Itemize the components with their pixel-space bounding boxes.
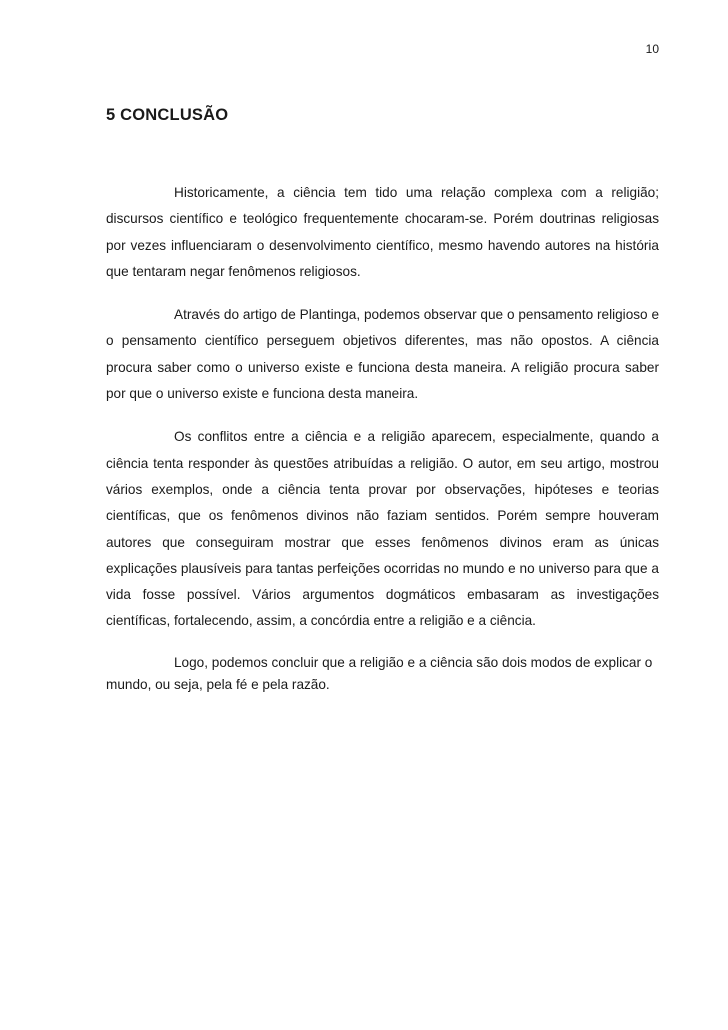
- paragraph-historical-context: Historicamente, a ciência tem tido uma relação complexa com a religião; discursos científico e teológico frequentemente chocaram-se. Porém doutrinas religiosas por vezes influenciaram o desenvolvimento científico, mesmo havendo autores na história que tentaram negar fenômenos religiosos.: [106, 185, 659, 279]
- paragraph-final-conclusion: Logo, podemos concluir que a religião e a ciência são dois modos de explicar o mundo, ou seja, pela fé e pela razão.: [106, 654, 653, 692]
- chapter-title: 5 CONCLUSÃO: [106, 106, 229, 124]
- page-number: 10: [645, 42, 659, 56]
- conclusion-body: [106, 180, 659, 713]
- paragraph-conflicts: Os conflitos entre a ciência e a religião aparecem, especialmente, quando a ciência tenta responder às questões atribuídas a religião. O autor, em seu artigo, mostrou vários exemplos, onde a ciência tenta provar por observações, hipóteses e teorias científicas, que os fenômenos divinos não faziam sentidos. Porém sempre houveram autores que conseguiram mostrar que esses fenômenos divinos eram as únicas explicações plausíveis para tantas perfeições ocorridas no mundo e no universo para que a vida fosse possível. Vários argumentos dogmáticos embasaram as investigações científicas, fortalecendo, assim, a concórdia entre a religião e a ciência.: [106, 429, 659, 629]
- paragraph-plantinga-article: Através do artigo de Plantinga, podemos observar que o pensamento religioso e o pensamento científico perseguem objetivos diferentes, mas não opostos. A ciência procura saber como o universo existe e funciona desta maneira. A religião procura saber por que o universo existe e funciona desta maneira.: [106, 307, 659, 402]
